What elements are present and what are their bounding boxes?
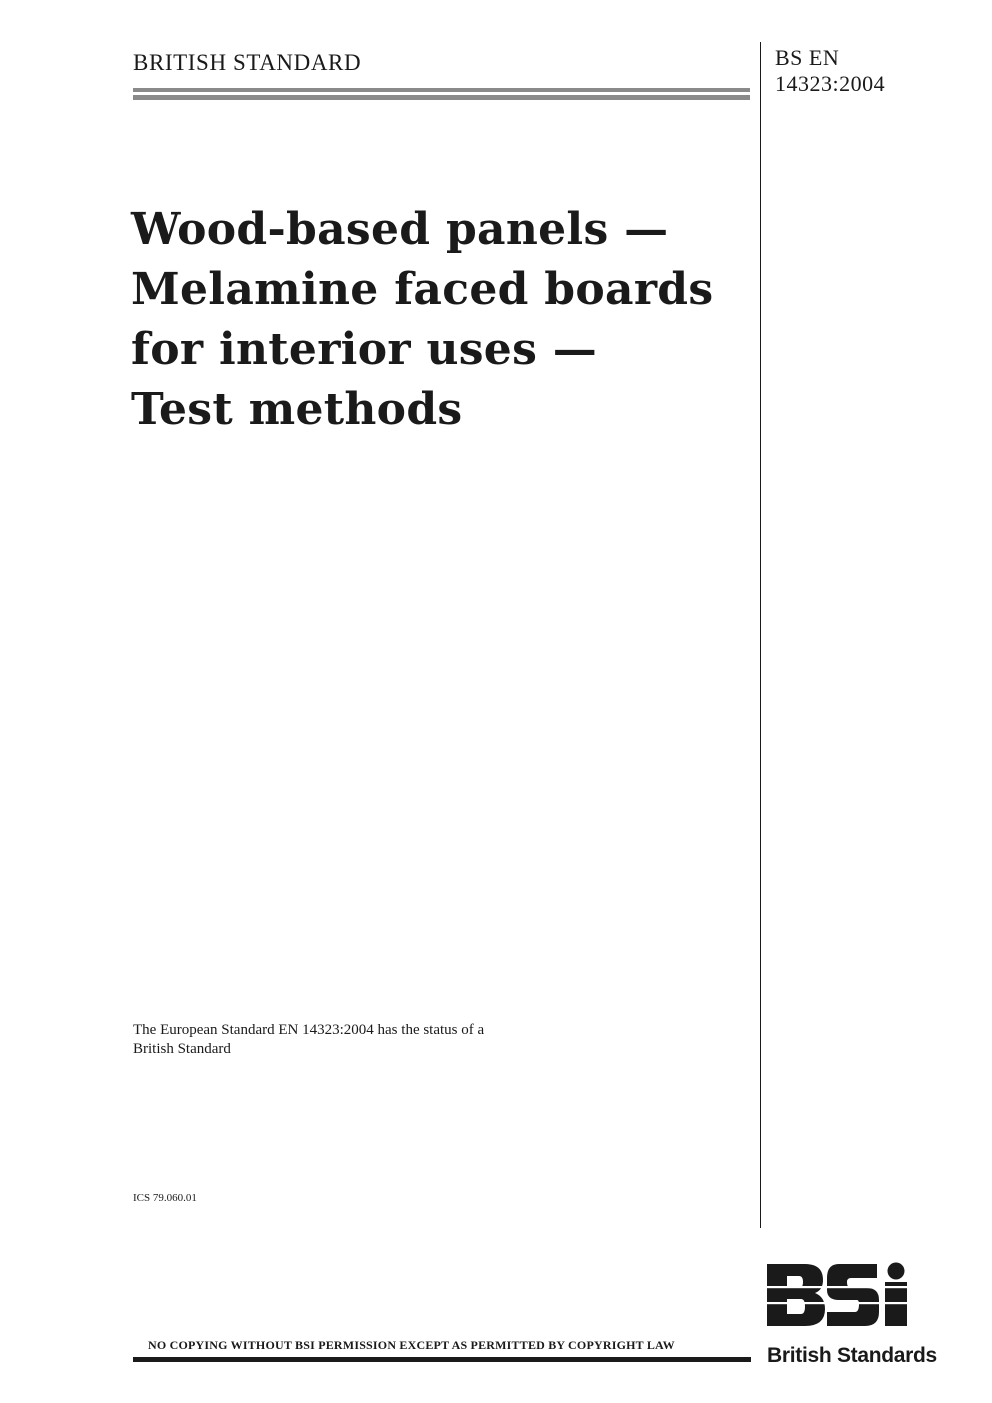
status-note-line2: British Standard [133, 1041, 231, 1057]
standard-number-line2: 14323:2004 [775, 71, 886, 96]
copyright-notice: NO COPYING WITHOUT BSI PERMISSION EXCEPT AS PERMITTED BY COPYRIGHT LAW [148, 1338, 675, 1352]
status-note-line1: The European Standard EN 14323:2004 has the status of a [133, 1022, 485, 1038]
bottom-rule [133, 1357, 751, 1362]
vertical-divider [760, 42, 761, 1228]
status-note [133, 1021, 484, 1059]
title-line: Melamine faced boards [131, 264, 714, 315]
title-line: Wood-based panels — [131, 204, 669, 255]
standard-number [775, 45, 885, 97]
title-line: for interior uses — [131, 324, 598, 375]
logo-caption: British Standards [767, 1344, 937, 1367]
header-rule [133, 88, 750, 102]
standard-number-line1: BS EN [775, 45, 840, 70]
series-label: BRITISH STANDARD [133, 50, 362, 75]
document-title [131, 200, 713, 440]
title-line: Test methods [131, 384, 463, 435]
ics-code: ICS 79.060.01 [133, 1192, 197, 1204]
